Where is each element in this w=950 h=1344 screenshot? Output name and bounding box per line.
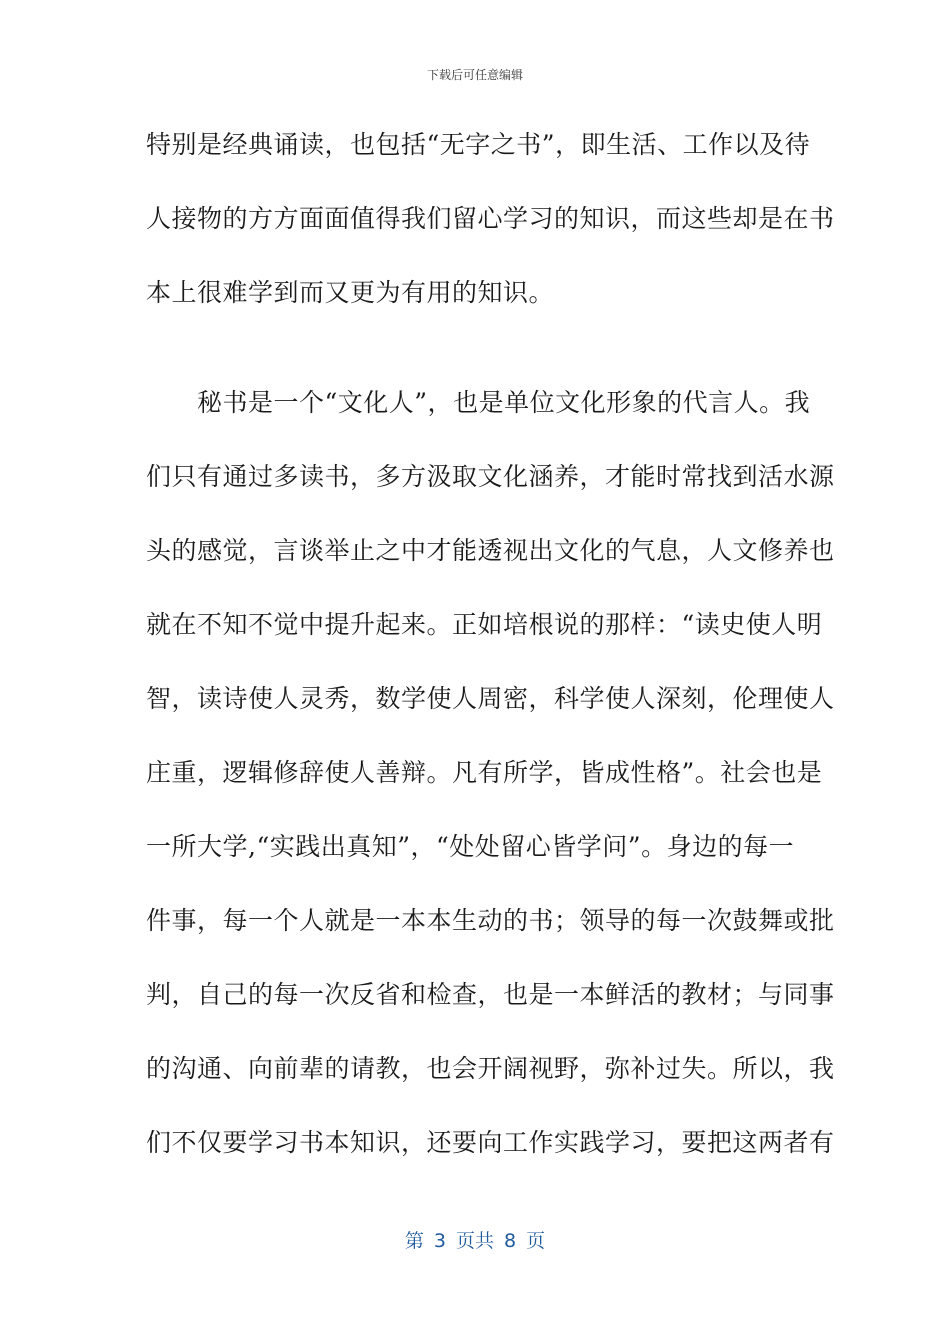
text-line: 人接物的方方面面值得我们留心学习的知识，而这些却是在书 xyxy=(146,204,835,233)
text-line: 的沟通、向前辈的请教，也会开阔视野，弥补过失。所以，我 xyxy=(146,1054,835,1083)
text-line: 们不仅要学习书本知识，还要向工作实践学习，要把这两者有 xyxy=(146,1128,835,1157)
text-line: 本上很难学到而又更为有用的知识。 xyxy=(146,278,555,307)
text-line: 件事，每一个人就是一本本生动的书；领导的每一次鼓舞或批 xyxy=(146,906,835,935)
text-line: 判，自己的每一次反省和检查，也是一本鲜活的教材；与同事 xyxy=(146,980,835,1009)
text-line: 秘书是一个“文化人”，也是单位文化形象的代言人。我 xyxy=(146,388,811,417)
page-header: 下载后可任意编辑 xyxy=(426,68,523,82)
text-line: 头的感觉，言谈举止之中才能透视出文化的气息，人文修养也 xyxy=(146,536,835,565)
text-line: 们只有通过多读书，多方汲取文化涵养，才能时常找到活水源 xyxy=(146,462,835,491)
body-text xyxy=(146,117,835,1189)
text-line: 一所大学,“实践出真知”，“处处留心皆学问”。身边的每一 xyxy=(146,832,795,861)
text-line: 庄重，逻辑修辞使人善辩。凡有所学，皆成性格”。社会也是 xyxy=(146,758,823,787)
text-line: 特别是经典诵读，也包括“无字之书”，即生活、工作以及待 xyxy=(146,130,811,159)
text-line: 智，读诗使人灵秀，数学使人周密，科学使人深刻，伦理使人 xyxy=(146,684,835,713)
page-footer: 第 3 页共 8 页 xyxy=(404,1230,546,1252)
text-line: 就在不知不觉中提升起来。正如培根说的那样：“读史使人明 xyxy=(146,610,823,639)
